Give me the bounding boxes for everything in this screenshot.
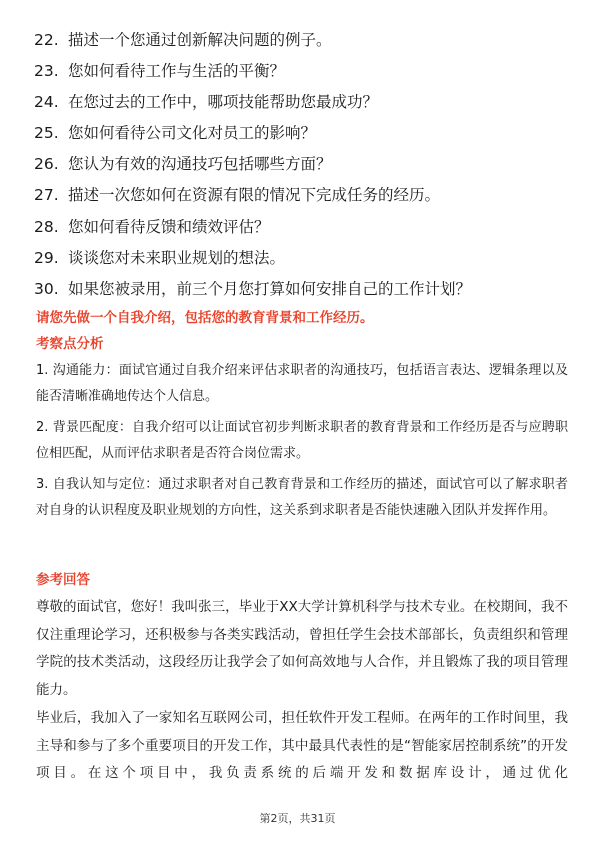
question-number: 28. [34,217,59,236]
question-number: 27. [34,186,59,205]
question-item [34,118,574,149]
question-text: 您如何看待公司文化对员工的影响？ [68,124,317,143]
question-item [34,56,574,87]
interview-question: 请您先做一个自我介绍，包括您的教育背景和工作经历。 [36,310,374,326]
question-text: 描述一次您如何在资源有限的情况下完成任务的经历。 [68,186,441,205]
question-number: 29. [34,248,59,267]
question-text: 在您过去的工作中，哪项技能帮助您最成功？ [68,93,379,112]
analysis-list [36,358,568,529]
question-number: 26. [34,155,59,174]
question-text: 描述一个您通过创新解决问题的例子。 [68,31,332,49]
question-text: 您如何看待反馈和绩效评估？ [68,217,270,236]
question-item [34,180,574,211]
analysis-item: 1. 沟通能力：面试官通过自我介绍来评估求职者的沟通技巧，包括语言表达、逻辑条理以及能否清晰准确地传达个人信息。 [36,363,568,404]
analysis-item: 2. 背景匹配度：自我介绍可以让面试官初步判断求职者的教育背景和工作经历是否与应聘职位相匹配，从而评估求职者是否符合岗位需求。 [36,420,568,461]
question-item [34,149,574,180]
question-item [34,25,574,56]
question-number: 22. [34,31,59,49]
question-item [34,87,574,118]
analysis-heading: 考察点分析 [36,336,104,352]
question-number: 25. [34,124,59,143]
question-text: 谈谈您对未来职业规划的想法。 [68,248,286,267]
question-number: 23. [34,62,59,81]
answer-paragraph: 尊敬的面试官，您好！我叫张三，毕业于XX大学计算机科学与技术专业。在校期间，我不仅注重理论学习，还积极参与各类实践活动，曾担任学生会技术部部长，负责组织和管理学院的技术类活动，这段经历让我学会了如何高效地与人合作，并且锻炼了我的项目管理能力。 [36,599,568,698]
question-text: 您认为有效的沟通技巧包括哪些方面？ [68,155,332,174]
page-number: 第2页，共31页 [259,812,336,825]
question-text: 如果您被录用，前三个月您打算如何安排自己的工作计划？ [68,279,472,298]
answer-paragraph: 毕业后，我加入了一家知名互联网公司，担任软件开发工程师。在两年的工作时间里，我主导和参与了多个重要项目的开发工作，其中最具代表性的是“智能家居控制系统”的开发项目。在这个项目中，我负责系统的后端开发和数据库设计，通过优化 [36,710,568,781]
question-number: 24. [34,93,59,112]
question-number: 30. [34,279,59,298]
answer-body [36,594,568,789]
question-list [34,25,574,305]
answer-heading: 参考回答 [36,572,90,588]
question-item [34,243,574,274]
question-item [34,212,574,243]
question-item [34,274,574,305]
question-text: 您如何看待工作与生活的平衡？ [68,62,286,81]
analysis-item: 3. 自我认知与定位：通过求职者对自己教育背景和工作经历的描述，面试官可以了解求职者对自身的认识程度及职业规划的方向性，这关系到求职者是否能快速融入团队并发挥作用。 [36,477,568,518]
